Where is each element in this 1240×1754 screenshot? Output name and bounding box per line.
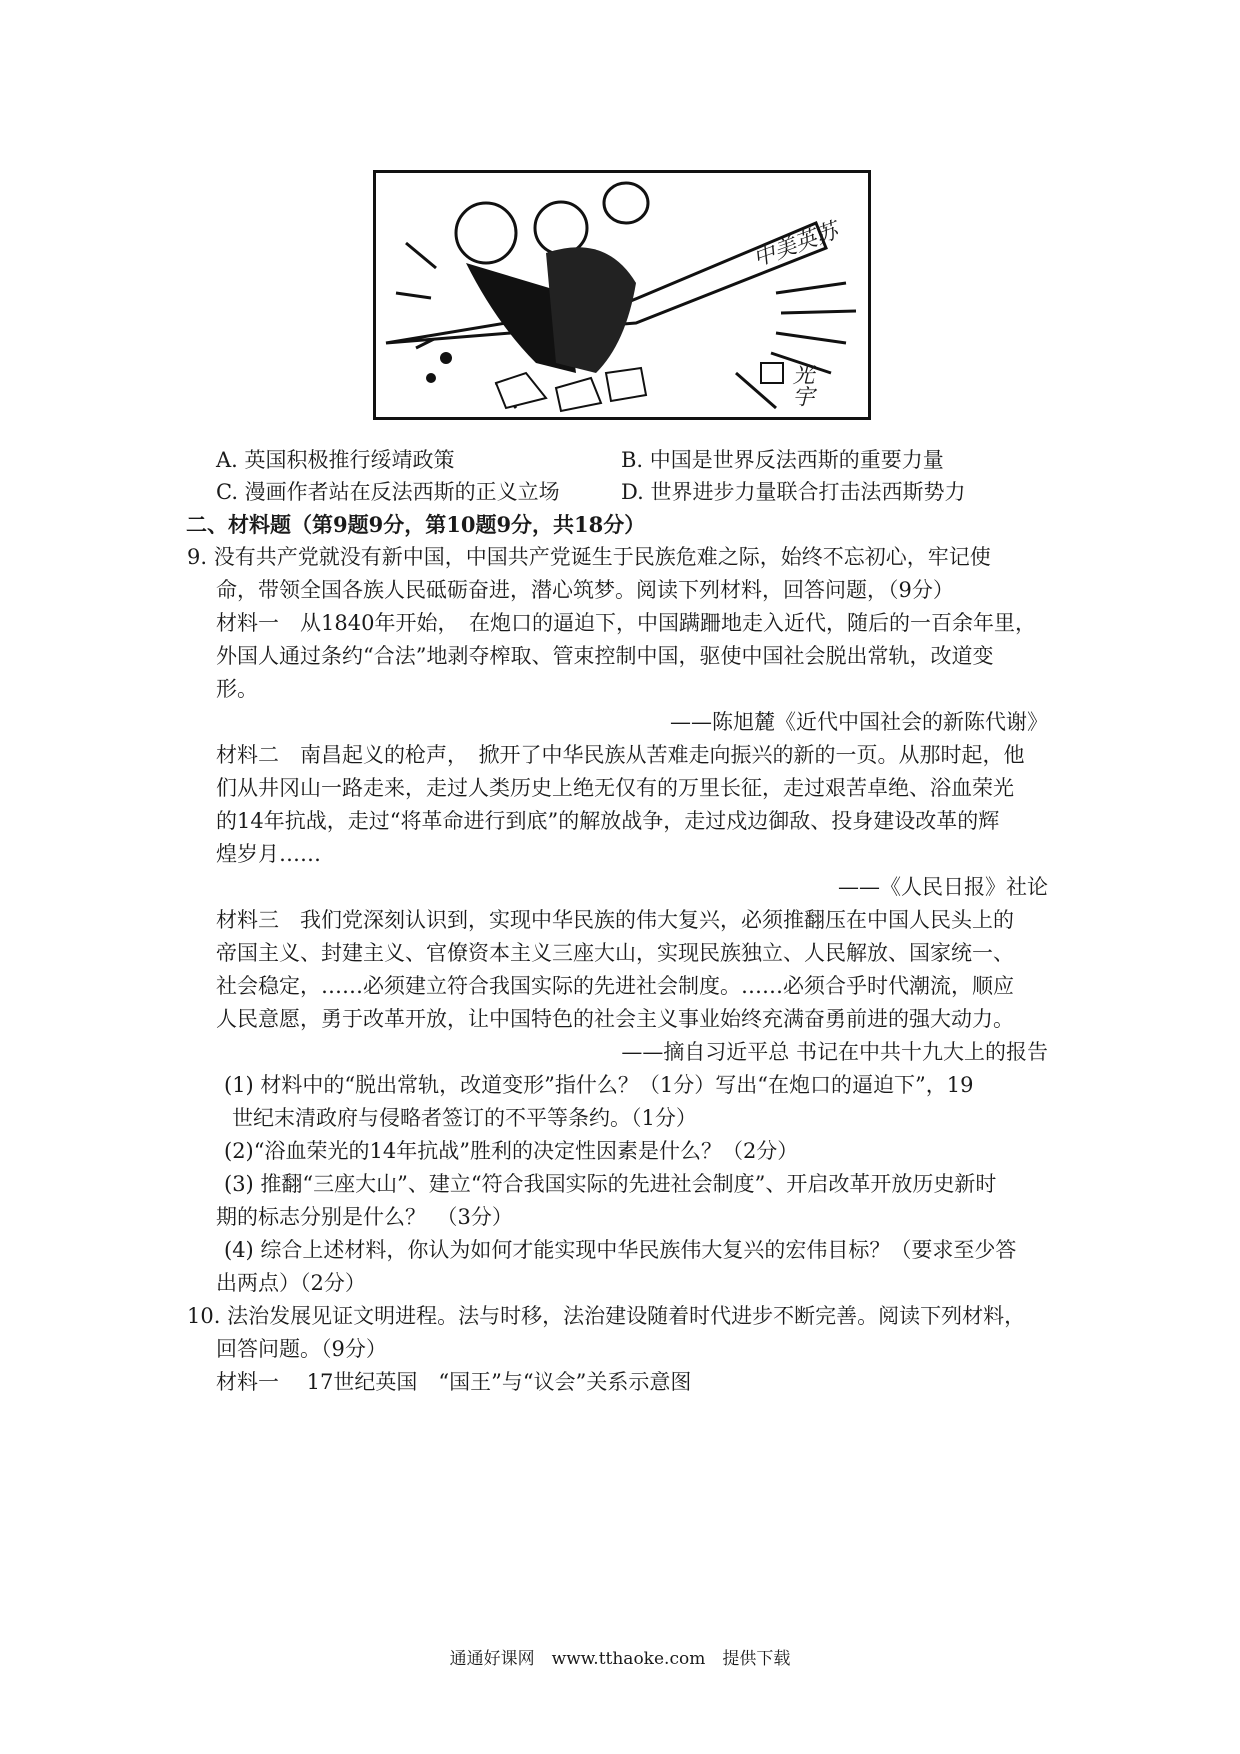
q9-material-1-line-2: 外国人通过条约“合法”地剥夺榨取、管束控制中国，驱使中国社会脱出常轨，改道变 [216,644,994,668]
q9-material-3-line-3: 社会稳定，……必须建立符合我国实际的先进社会制度。……必须合乎时代潮流，顺应 [216,974,1014,998]
section-title: 二、材料题（第9题9分，第10题9分，共18分） [186,512,646,537]
q9-material-3-source: ——摘自习近平总 书记在中共十九大上的报告 [621,1040,1048,1064]
q9-line-2: 命，带领全国各族人民砥砺奋进，潜心筑梦。阅读下列材料，回答问题，（9分） [216,578,954,602]
option-a: A. 英国积极推行绥靖政策 [216,448,455,472]
q9-subquestion-4-line-2: 出两点）（2分） [216,1271,366,1295]
q9-subquestion-1-line-1: (1) 材料中的“脱出常轨，改道变形”指什么？（1分）写出“在炮口的逼迫下”，19 [224,1073,974,1097]
q10-line-2: 回答问题。（9分） [216,1337,387,1361]
q9-material-1-line-3: 形。 [216,677,258,701]
q10-material-1: 材料一 17世纪英国 “国王”与“议会”关系示意图 [216,1370,692,1394]
q9-subquestion-2: (2)“浴血荣光的14年抗战”胜利的决定性因素是什么？（2分） [224,1139,799,1163]
cartoon-illustration [373,170,871,420]
sword-label: 中美英苏 [750,218,842,273]
q9-material-2-line-2: 们从井冈山一路走来，走过人类历史上绝无仅有的万里长征，走过艰苦卓绝、浴血荣光 [216,776,1014,800]
q9-material-3-line-4: 人民意愿，勇于改革开放，让中国特色的社会主义事业始终充满奋勇前进的强大动力。 [216,1007,1014,1031]
q9-material-1-source: ——陈旭麓《近代中国社会的新陈代谢》 [670,710,1048,734]
option-b: B. 中国是世界反法西斯的重要力量 [621,448,944,472]
option-c: C. 漫画作者站在反法西斯的正义立场 [216,480,560,504]
q9-material-1-line-1: 材料一 从1840年开始， 在炮口的逼迫下，中国蹒跚地走入近代，随后的一百余年里， [216,611,1036,635]
option-d: D. 世界进步力量联合打击法西斯势力 [621,480,966,504]
q9-material-2-source: ——《人民日报》社论 [838,875,1048,899]
q9-line-1: 9. 没有共产党就没有新中国，中国共产党诞生于民族危难之际，始终不忘初心，牢记使 [187,545,991,569]
q9-material-2-line-3: 的14年抗战，走过“将革命进行到底”的解放战争，走过戍边御敌、投身建设改革的辉 [216,809,1000,833]
q9-subquestion-1-line-2: 世纪末清政府与侵略者签订的不平等条约。（1分） [232,1106,697,1130]
footer-text: 通通好课网 www.tthaoke.com 提供下载 [449,1649,791,1669]
q9-subquestion-4-line-1: (4) 综合上述材料，你认为如何才能实现中华民族伟大复兴的宏伟目标？（要求至少答 [224,1238,1017,1262]
q9-subquestion-3-line-1: (3) 推翻“三座大山”、建立“符合我国实际的先进社会制度”、开启改革开放历史新时 [224,1172,997,1196]
q9-material-3-line-1: 材料三 我们党深刻认识到，实现中华民族的伟大复兴，必须推翻压在中国人民头上的 [216,908,1014,932]
q9-material-2-line-1: 材料二 南昌起义的枪声， 掀开了中华民族从苦难走向振兴的新的一页。从那时起，他 [216,743,1025,767]
cartoon-signature: 光宇 [789,363,814,407]
q9-subquestion-3-line-2: 期的标志分别是什么？ （3分） [216,1205,513,1229]
q10-line-1: 10. 法治发展见证文明进程。法与时移，法治建设随着时代进步不断完善。阅读下列材料， [187,1304,1026,1328]
q9-material-3-line-2: 帝国主义、封建主义、官僚资本主义三座大山，实现民族独立、人民解放、国家统一、 [216,941,1014,965]
q9-material-2-line-4: 煌岁月…… [216,842,321,866]
